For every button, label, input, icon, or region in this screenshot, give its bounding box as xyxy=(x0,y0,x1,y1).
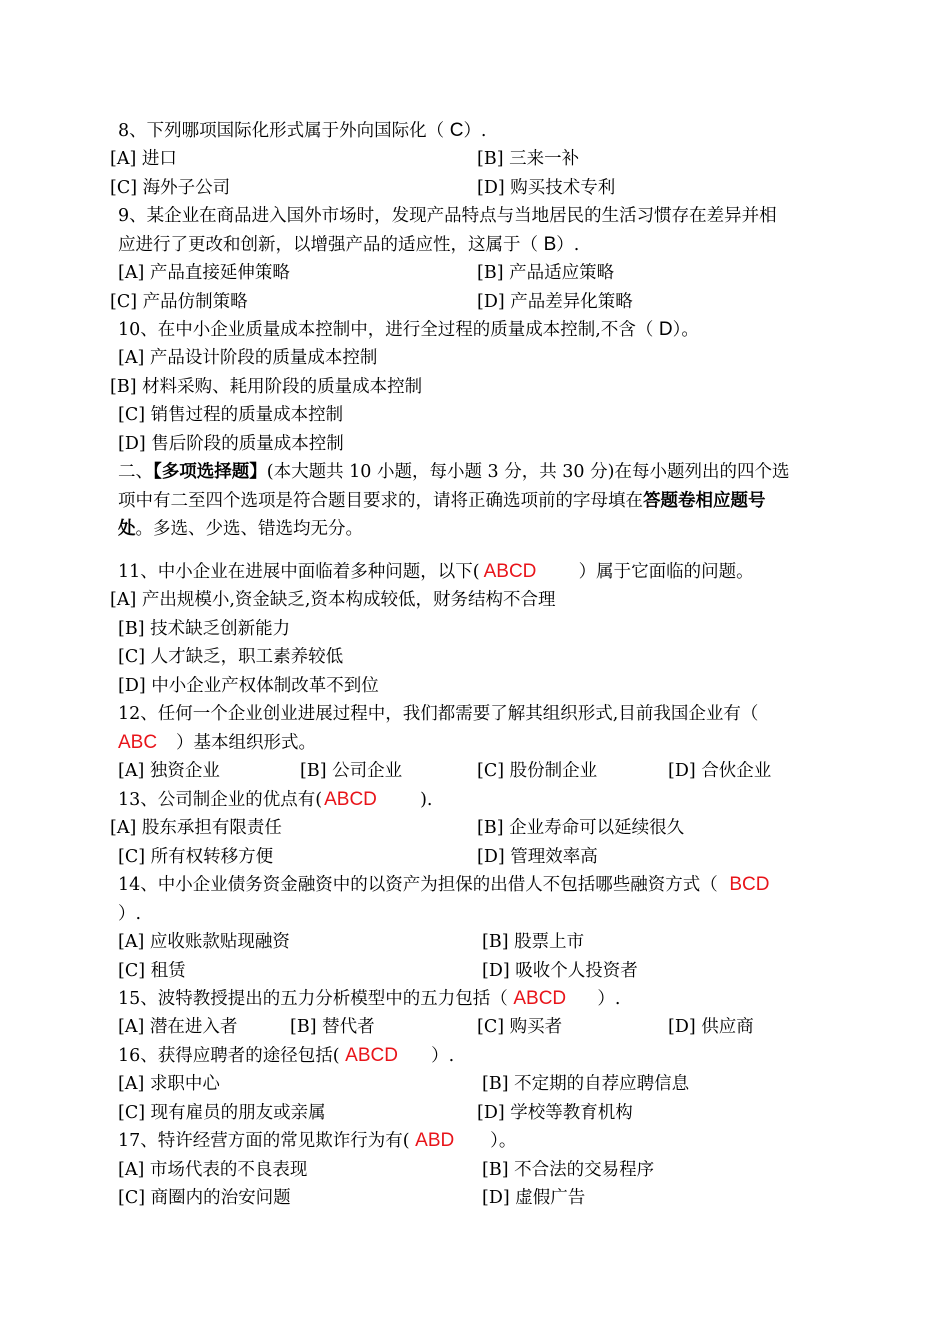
question-text: ). xyxy=(420,790,433,810)
option-b: [B] 三来一补 xyxy=(477,149,580,169)
section-title: 【多项选择题】 xyxy=(153,462,267,482)
option-d: [D] 管理效率高 xyxy=(477,847,598,867)
question-13 xyxy=(118,788,433,812)
question-16 xyxy=(118,1044,454,1068)
option-c: [C] 商圈内的治安问题 xyxy=(118,1188,291,1208)
question-text: 11、中小企业在进展中面临着多种问题，以下( xyxy=(118,562,480,582)
option-d: [D] 合伙企业 xyxy=(668,761,772,781)
option-b: [B] 材料采购、耗用阶段的质量成本控制 xyxy=(110,377,423,397)
question-14 xyxy=(118,873,769,897)
option-a: [A] 求职中心 xyxy=(118,1074,220,1094)
option-a: [A] 股东承担有限责任 xyxy=(110,818,282,838)
option-d: [D] 吸收个人投资者 xyxy=(482,961,638,981)
question-text: ）。 xyxy=(672,320,699,340)
option-d: [D] 供应商 xyxy=(668,1017,754,1037)
option-c: [C] 股份制企业 xyxy=(477,761,598,781)
option-b: [B] 不合法的交易程序 xyxy=(482,1160,655,1180)
option-d: [D] 产品差异化策略 xyxy=(477,292,633,312)
option-c: [C] 人才缺乏，职工素养较低 xyxy=(118,647,344,667)
section-emphasis: 处 xyxy=(118,519,136,539)
option-c: [C] 海外子公司 xyxy=(110,178,231,198)
option-a: [A] 独资企业 xyxy=(118,761,220,781)
question-text: ）基本组织形式。 xyxy=(176,733,316,753)
option-c: [C] 购买者 xyxy=(477,1017,563,1037)
question-text: ）. xyxy=(463,121,487,141)
option-b: [B] 产品适应策略 xyxy=(477,263,615,283)
question-text: ）. xyxy=(431,1046,455,1066)
answer-mark: ABCD xyxy=(513,988,567,1009)
option-b: [B] 企业寿命可以延续很久 xyxy=(477,818,685,838)
option-a: [A] 产出规模小,资金缺乏,资本构成较低，财务结构不合理 xyxy=(110,590,556,610)
question-text: ）。 xyxy=(490,1131,517,1151)
question-12: 12、任何一个企业创业进展过程中，我们都需要了解其组织形式,目前我国企业有（ xyxy=(118,704,759,724)
section-number: 二、 xyxy=(118,462,153,482)
question-9: 9、某企业在商品进入国外市场时，发现产品特点与当地居民的生活习惯存在差异并相 xyxy=(118,206,777,226)
option-c: [C] 现有雇员的朋友或亲属 xyxy=(118,1103,326,1123)
answer-mark: ABD xyxy=(415,1130,455,1151)
answer-mark: B xyxy=(543,234,557,255)
question-text: 17、特许经营方面的常见欺诈行为有( xyxy=(118,1131,416,1151)
option-c: [C] 产品仿制策略 xyxy=(110,292,248,312)
option-a: [A] 产品直接延伸策略 xyxy=(118,263,290,283)
option-b: [B] 公司企业 xyxy=(300,761,403,781)
answer-mark: D xyxy=(658,319,673,340)
option-c: [C] 所有权转移方便 xyxy=(118,847,274,867)
answer-mark: ABC xyxy=(118,732,158,753)
option-d: [D] 虚假广告 xyxy=(482,1188,586,1208)
question-text: 10、在中小企业质量成本控制中，进行全过程的质量成本控制,不含（ xyxy=(118,320,659,340)
option-b: [B] 技术缺乏创新能力 xyxy=(118,619,291,639)
option-b: [B] 不定期的自荐应聘信息 xyxy=(482,1074,690,1094)
answer-mark: ABCD xyxy=(324,789,377,810)
option-a: [A] 市场代表的不良表现 xyxy=(118,1160,308,1180)
question-text: ）. xyxy=(597,989,621,1009)
question-text: 应进行了更改和创新，以增强产品的适应性，这属于（ xyxy=(118,235,544,255)
option-c: [C] 租赁 xyxy=(118,961,186,981)
option-b: [B] 股票上市 xyxy=(482,932,585,952)
question-9-cont xyxy=(118,233,579,257)
option-d: [D] 售后阶段的质量成本控制 xyxy=(118,434,344,454)
question-text: 15、波特教授提出的五力分析模型中的五力包括（ xyxy=(118,989,514,1009)
section-instructions-line3 xyxy=(118,517,363,541)
answer-mark: ABCD xyxy=(483,561,537,582)
option-a: [A] 产品设计阶段的质量成本控制 xyxy=(118,348,378,368)
question-text: ）. xyxy=(556,235,580,255)
question-8 xyxy=(118,119,487,143)
question-11 xyxy=(118,560,754,584)
question-12-cont xyxy=(118,731,316,755)
section-instructions: 项中有二至四个选项是符合题目要求的，请将正确选项前的字母填在 xyxy=(118,491,643,511)
option-a: [A] 进口 xyxy=(110,149,177,169)
option-a: [A] 应收账款贴现融资 xyxy=(118,932,290,952)
question-15 xyxy=(118,987,620,1011)
section-instructions-line2 xyxy=(118,489,766,513)
option-c: [C] 销售过程的质量成本控制 xyxy=(118,405,344,425)
section-instructions: 。多选、少选、错选均无分。 xyxy=(135,519,363,539)
section-emphasis: 答题卷相应题号 xyxy=(643,491,766,511)
question-14-cont: ）. xyxy=(118,904,142,924)
question-text: 14、中小企业债务资金融资中的以资产为担保的出借人不包括哪些融资方式（ xyxy=(118,875,724,895)
section-heading xyxy=(118,460,789,484)
question-10 xyxy=(118,318,699,342)
question-17 xyxy=(118,1129,516,1153)
section-instructions: (本大题共 10 小题，每小题 3 分，共 30 分)在每小题列出的四个选 xyxy=(266,462,790,482)
answer-mark: ABCD xyxy=(345,1045,398,1066)
question-text: 16、获得应聘者的途径包括( xyxy=(118,1046,346,1066)
question-text: 8、下列哪项国际化形式属于外向国际化（ xyxy=(118,121,450,141)
option-a: [A] 潜在进入者 xyxy=(118,1017,238,1037)
option-b: [B] 替代者 xyxy=(290,1017,375,1037)
option-d: [D] 购买技术专利 xyxy=(477,178,616,198)
question-text: 13、公司制企业的优点有( xyxy=(118,790,323,810)
question-text: ）属于它面临的问题。 xyxy=(578,562,754,582)
answer-mark: C xyxy=(449,120,464,141)
option-d: [D] 学校等教育机构 xyxy=(477,1103,633,1123)
option-d: [D] 中小企业产权体制改革不到位 xyxy=(118,676,379,696)
answer-mark: BCD xyxy=(729,874,770,895)
